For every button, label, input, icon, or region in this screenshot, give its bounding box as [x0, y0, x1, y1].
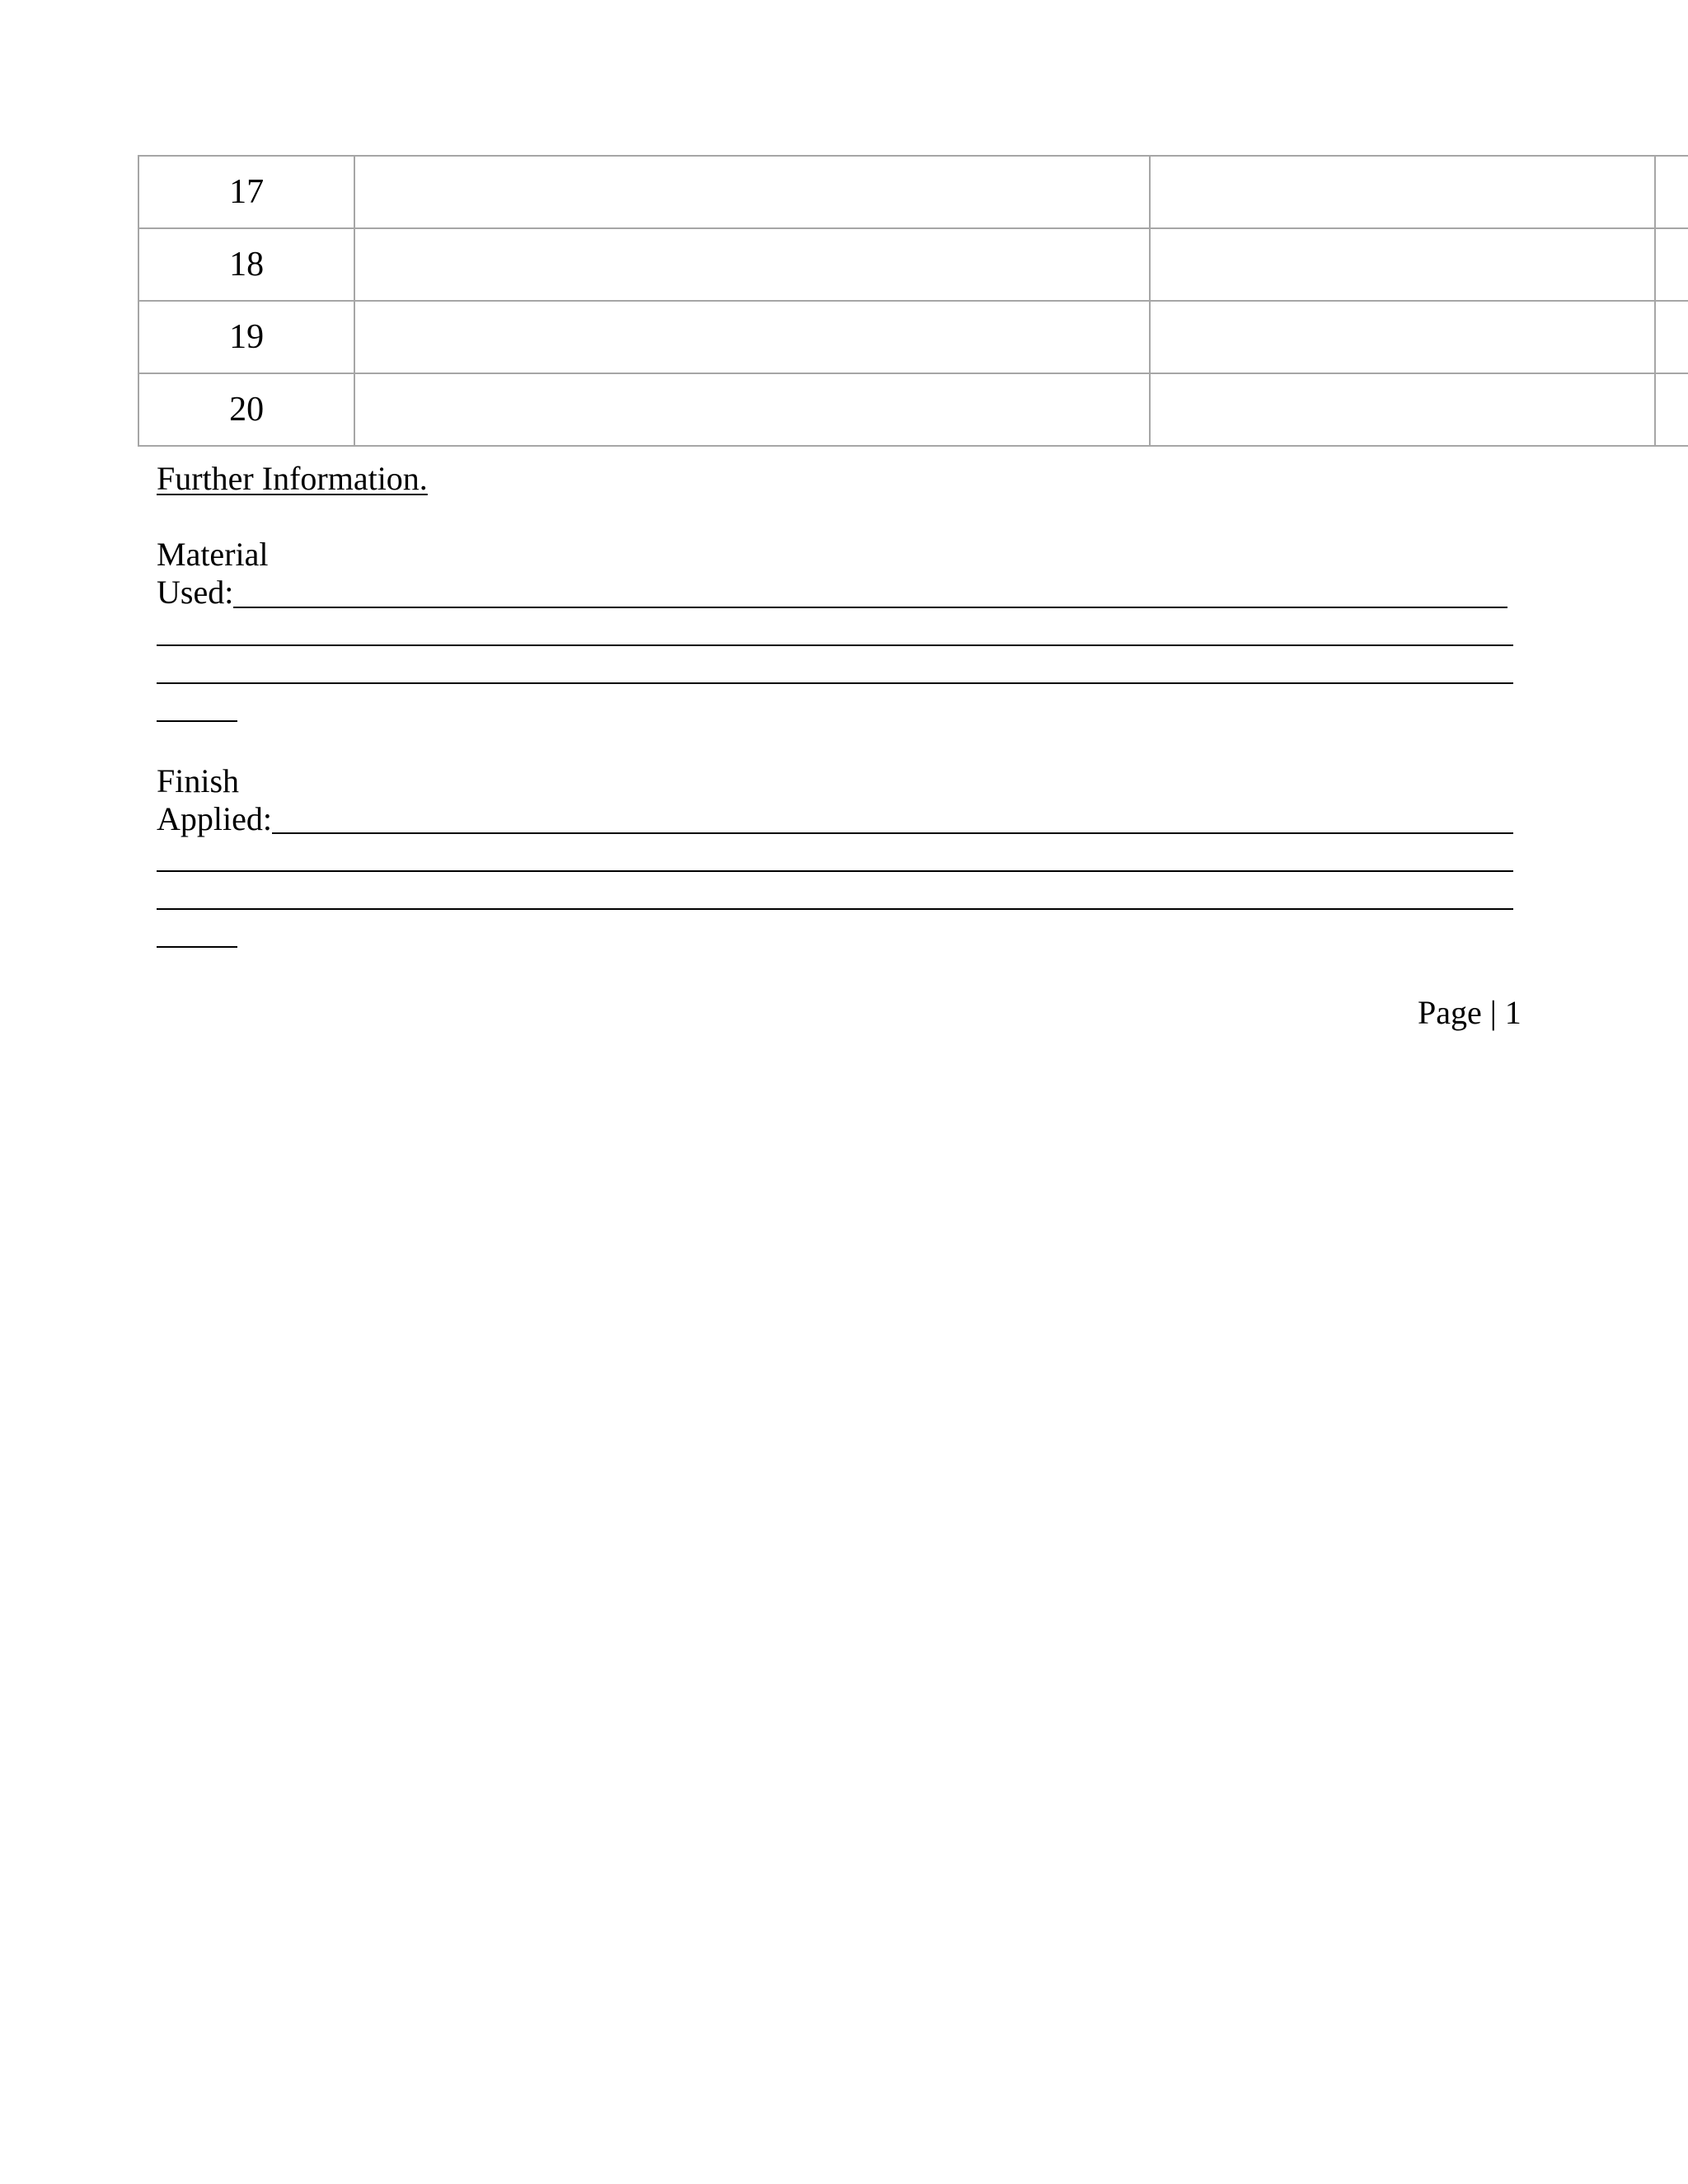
finish-applied-field-line[interactable]	[157, 908, 1513, 910]
table-cell	[1150, 373, 1655, 446]
finish-applied-field-line[interactable]	[157, 870, 1513, 872]
row-number: 19	[138, 301, 354, 373]
material-label-line2: Used:	[157, 574, 234, 611]
table-cell	[1655, 373, 1688, 446]
finish-applied-field-line[interactable]	[157, 946, 237, 948]
table-cell	[1655, 301, 1688, 373]
table-cell	[1655, 156, 1688, 228]
table-cell	[354, 301, 1150, 373]
finish-label-line2: Applied:	[157, 800, 272, 837]
table-cell	[1655, 228, 1688, 301]
table-cell	[354, 228, 1150, 301]
further-information-heading: Further Information.	[157, 460, 428, 497]
page-number: Page | 1	[1418, 994, 1522, 1031]
table-cell	[1150, 156, 1655, 228]
table-row	[138, 301, 1688, 373]
table-cell	[354, 156, 1150, 228]
material-label-line1: Material	[157, 536, 269, 573]
finish-label-line1: Finish	[157, 762, 240, 799]
material-used-field-line[interactable]	[157, 682, 1513, 684]
row-number: 17	[138, 156, 354, 228]
table-row	[138, 156, 1688, 228]
finish-applied-field[interactable]	[272, 832, 1513, 834]
material-used-field[interactable]	[233, 607, 1507, 608]
table-row	[138, 228, 1688, 301]
row-number: 18	[138, 228, 354, 301]
material-used-field-line[interactable]	[157, 720, 237, 722]
material-used-field-line[interactable]	[157, 644, 1513, 646]
row-number: 20	[138, 373, 354, 446]
entries-table	[138, 155, 1688, 447]
table-cell	[1150, 301, 1655, 373]
table-cell	[1150, 228, 1655, 301]
table-row	[138, 373, 1688, 446]
table-cell	[354, 373, 1150, 446]
